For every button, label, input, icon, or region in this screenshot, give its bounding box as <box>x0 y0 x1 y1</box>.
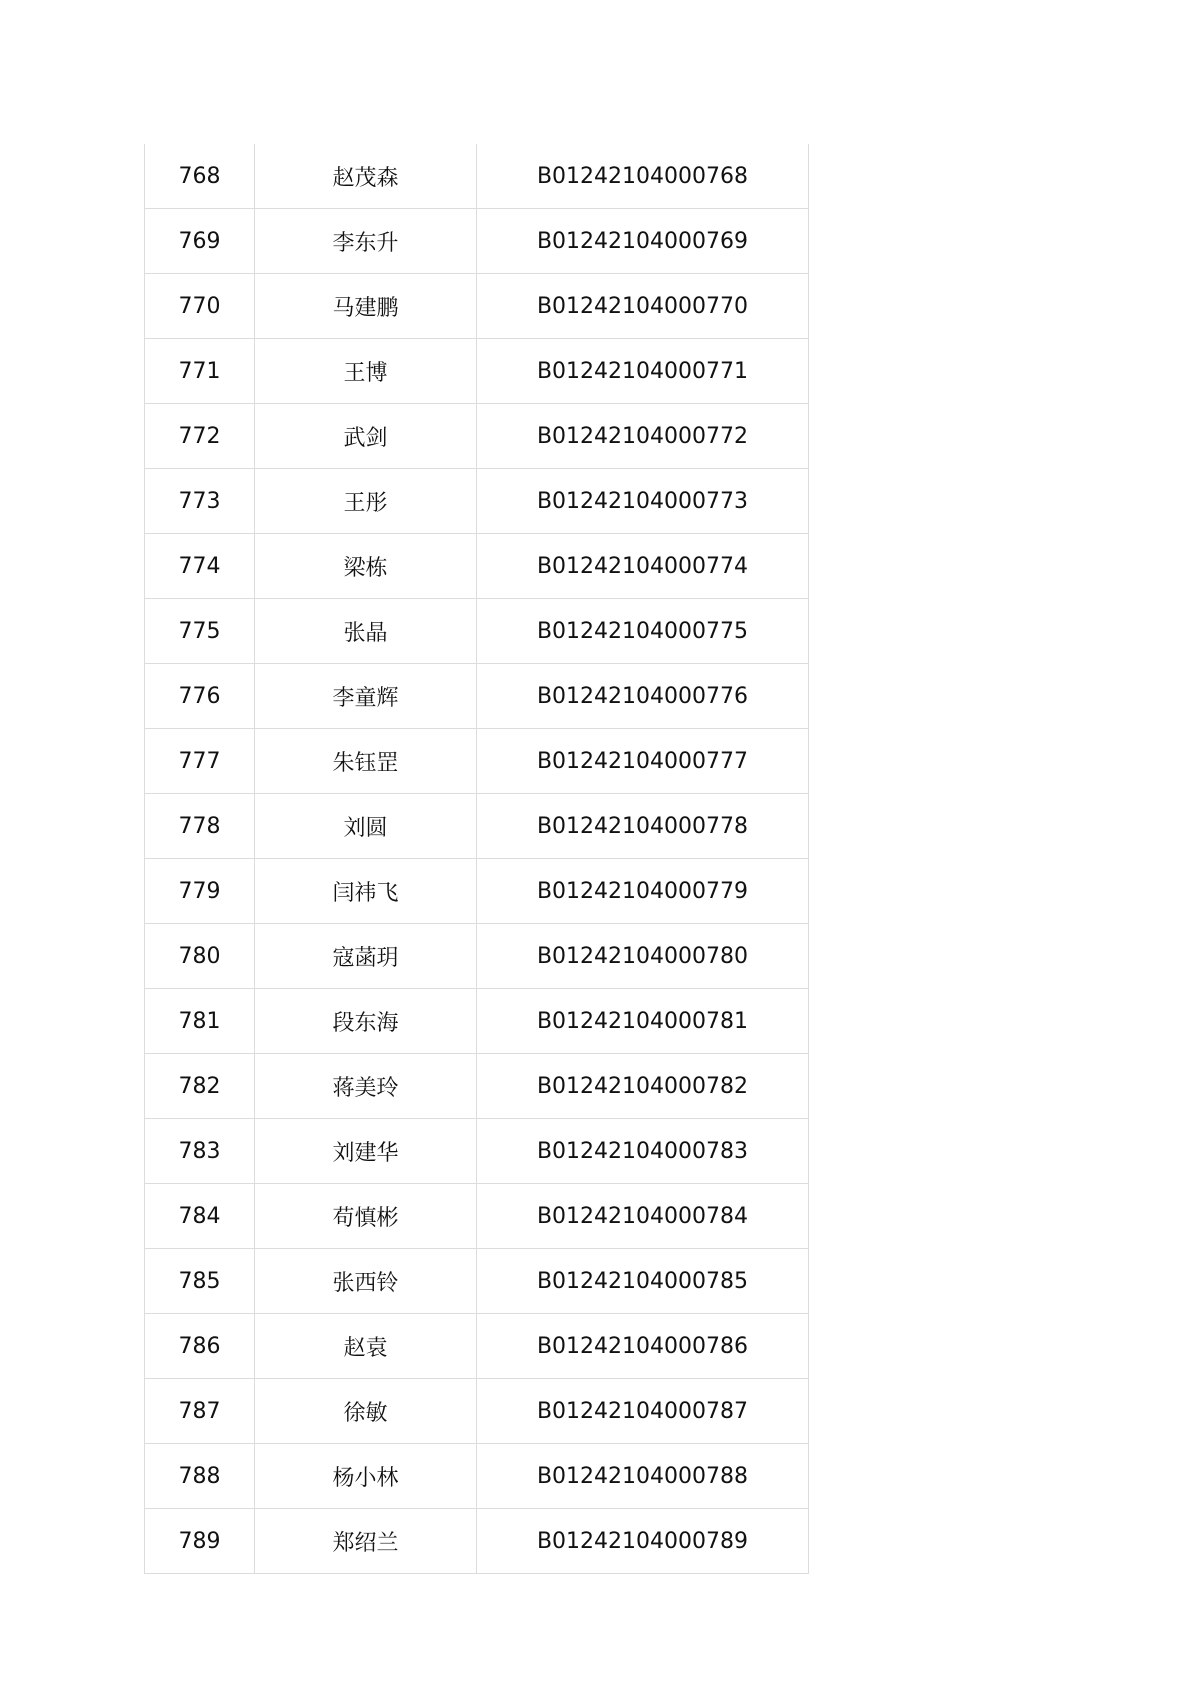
serial-number-cell: 775 <box>145 599 255 664</box>
table-row <box>145 1379 809 1444</box>
roster-table-body <box>145 144 809 1574</box>
name-cell: 寇菡玥 <box>255 924 477 989</box>
name-cell: 段东海 <box>255 989 477 1054</box>
name-cell: 赵袁 <box>255 1314 477 1379</box>
certificate-id-cell: B01242104000785 <box>477 1249 809 1314</box>
serial-number-cell: 777 <box>145 729 255 794</box>
serial-number-cell: 780 <box>145 924 255 989</box>
serial-number-cell: 772 <box>145 404 255 469</box>
certificate-id-cell: B01242104000789 <box>477 1509 809 1574</box>
name-cell: 梁栋 <box>255 534 477 599</box>
table-row <box>145 144 809 209</box>
certificate-id-cell: B01242104000773 <box>477 469 809 534</box>
certificate-id-cell: B01242104000769 <box>477 209 809 274</box>
table-row <box>145 989 809 1054</box>
serial-number-cell: 770 <box>145 274 255 339</box>
certificate-id-cell: B01242104000782 <box>477 1054 809 1119</box>
serial-number-cell: 776 <box>145 664 255 729</box>
table-row <box>145 729 809 794</box>
name-cell: 赵茂森 <box>255 144 477 209</box>
serial-number-cell: 782 <box>145 1054 255 1119</box>
table-row <box>145 404 809 469</box>
name-cell: 李东升 <box>255 209 477 274</box>
name-cell: 郑绍兰 <box>255 1509 477 1574</box>
certificate-id-cell: B01242104000771 <box>477 339 809 404</box>
name-cell: 杨小林 <box>255 1444 477 1509</box>
table-row <box>145 664 809 729</box>
name-cell: 张西铃 <box>255 1249 477 1314</box>
name-cell: 武剑 <box>255 404 477 469</box>
serial-number-cell: 784 <box>145 1184 255 1249</box>
table-row <box>145 1119 809 1184</box>
table-row <box>145 1444 809 1509</box>
table-row <box>145 794 809 859</box>
certificate-id-cell: B01242104000784 <box>477 1184 809 1249</box>
name-cell: 苟慎彬 <box>255 1184 477 1249</box>
table-row <box>145 209 809 274</box>
serial-number-cell: 773 <box>145 469 255 534</box>
certificate-id-cell: B01242104000781 <box>477 989 809 1054</box>
certificate-id-cell: B01242104000776 <box>477 664 809 729</box>
certificate-id-cell: B01242104000778 <box>477 794 809 859</box>
name-cell: 李童辉 <box>255 664 477 729</box>
name-cell: 蒋美玲 <box>255 1054 477 1119</box>
name-cell: 马建鹏 <box>255 274 477 339</box>
certificate-id-cell: B01242104000768 <box>477 144 809 209</box>
name-cell: 王博 <box>255 339 477 404</box>
name-cell: 刘圆 <box>255 794 477 859</box>
serial-number-cell: 779 <box>145 859 255 924</box>
certificate-id-cell: B01242104000772 <box>477 404 809 469</box>
serial-number-cell: 786 <box>145 1314 255 1379</box>
certificate-id-cell: B01242104000780 <box>477 924 809 989</box>
certificate-id-cell: B01242104000788 <box>477 1444 809 1509</box>
certificate-id-cell: B01242104000775 <box>477 599 809 664</box>
serial-number-cell: 778 <box>145 794 255 859</box>
serial-number-cell: 774 <box>145 534 255 599</box>
table-row <box>145 1509 809 1574</box>
table-row <box>145 924 809 989</box>
serial-number-cell: 771 <box>145 339 255 404</box>
name-cell: 徐敏 <box>255 1379 477 1444</box>
serial-number-cell: 783 <box>145 1119 255 1184</box>
table-row <box>145 599 809 664</box>
table-row <box>145 339 809 404</box>
serial-number-cell: 788 <box>145 1444 255 1509</box>
table-row <box>145 469 809 534</box>
certificate-id-cell: B01242104000779 <box>477 859 809 924</box>
serial-number-cell: 787 <box>145 1379 255 1444</box>
serial-number-cell: 769 <box>145 209 255 274</box>
name-cell: 刘建华 <box>255 1119 477 1184</box>
name-cell: 张晶 <box>255 599 477 664</box>
name-cell: 闫祎飞 <box>255 859 477 924</box>
table-row <box>145 1249 809 1314</box>
serial-number-cell: 789 <box>145 1509 255 1574</box>
table-row <box>145 1314 809 1379</box>
name-cell: 王彤 <box>255 469 477 534</box>
certificate-id-cell: B01242104000770 <box>477 274 809 339</box>
table-row <box>145 859 809 924</box>
serial-number-cell: 768 <box>145 144 255 209</box>
certificate-id-cell: B01242104000777 <box>477 729 809 794</box>
table-row <box>145 534 809 599</box>
table-row <box>145 1184 809 1249</box>
serial-number-cell: 785 <box>145 1249 255 1314</box>
name-cell: 朱钰罡 <box>255 729 477 794</box>
table-row <box>145 274 809 339</box>
table-row <box>145 1054 809 1119</box>
certificate-id-cell: B01242104000786 <box>477 1314 809 1379</box>
serial-number-cell: 781 <box>145 989 255 1054</box>
certificate-id-cell: B01242104000783 <box>477 1119 809 1184</box>
certificate-id-cell: B01242104000774 <box>477 534 809 599</box>
certificate-id-cell: B01242104000787 <box>477 1379 809 1444</box>
roster-table <box>144 144 809 1574</box>
